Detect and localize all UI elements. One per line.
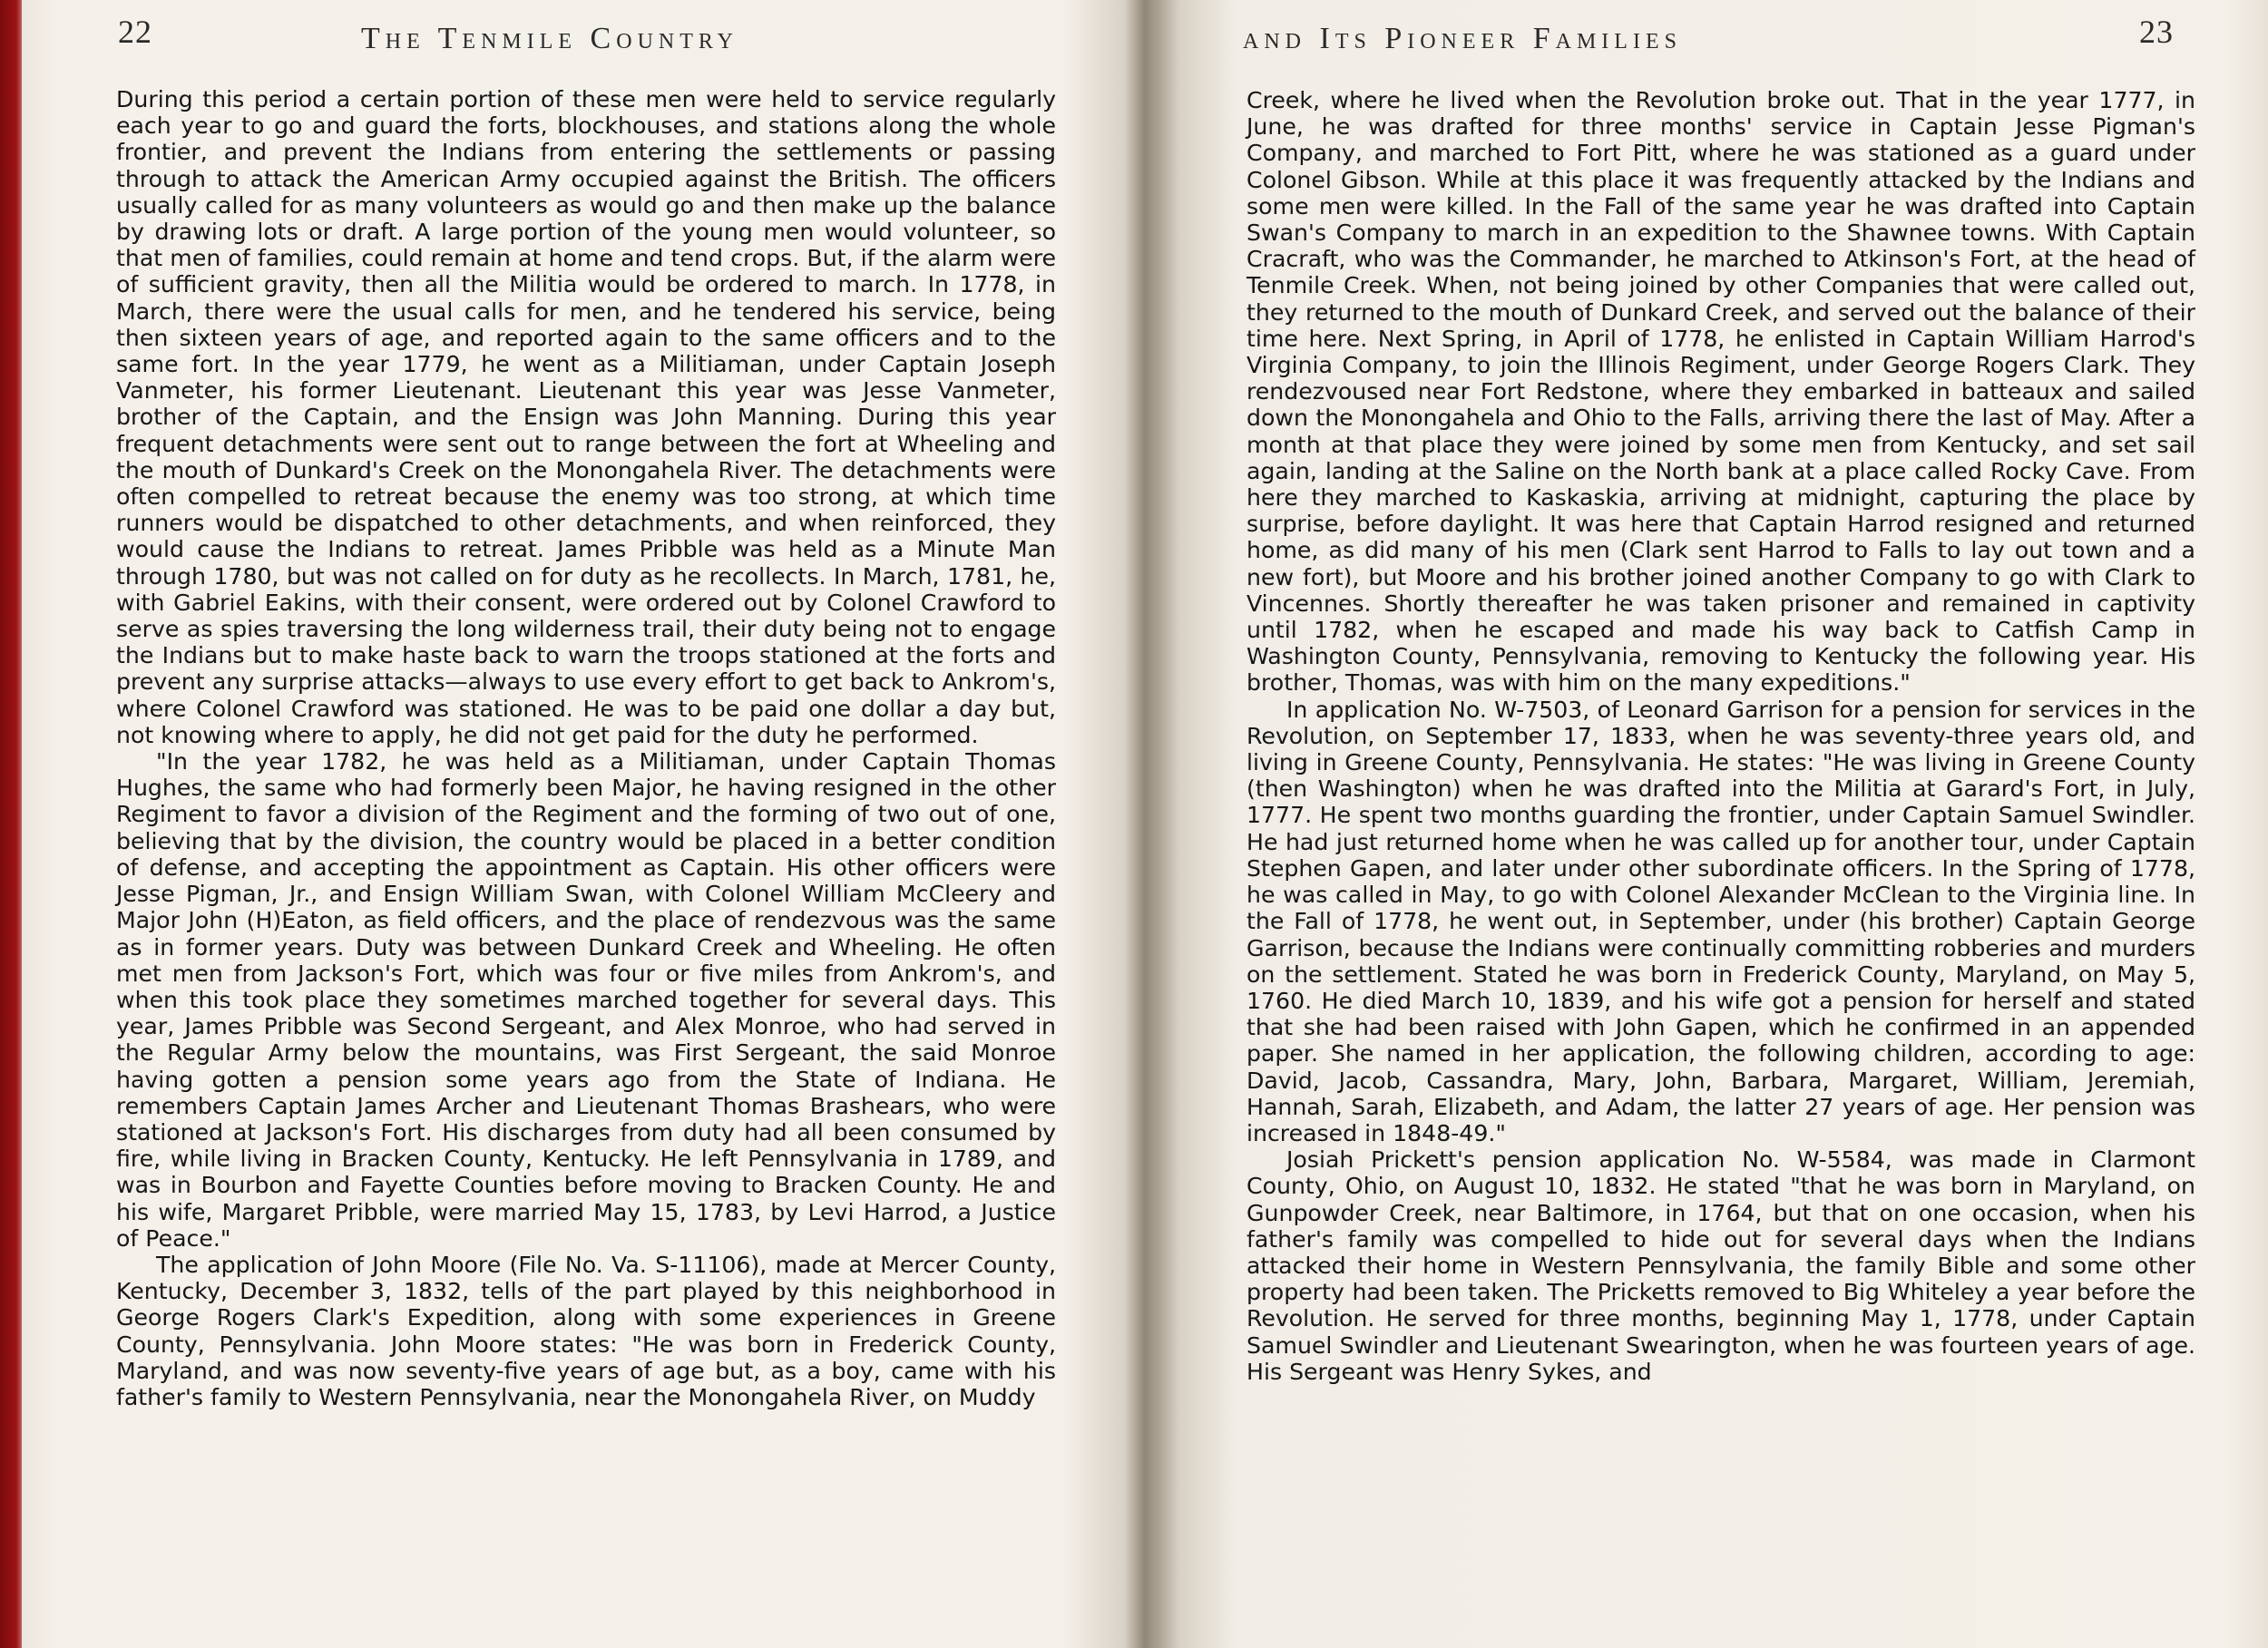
- left-page-header: [22, 13, 1134, 63]
- right-page: [1156, 0, 2268, 1648]
- book-gutter: [1134, 0, 1156, 1648]
- right-page-body: [1246, 87, 2195, 1385]
- left-paragraph-3: The application of John Moore (File No. Va. S-11106), made at Mercer County, Kentucky, December 3, 1832, tells of the part played by this neighborhood in George Rogers Clark's Expedition, along with some experiences in Greene County, Pennsylvania. John Moore states: "He was born in Frederick County, Maryland, and was now seventy-five years of age but, as a boy, came with his father's family to Western Pennsylvania, near the Monongahela River, on Muddy: [116, 1251, 1056, 1410]
- right-page-header: [1156, 13, 2268, 63]
- right-paragraph-2: In application No. W-7503, of Leonard Garrison for a pension for services in the Revolution, on September 17, 1833, when he was seventy-three years old, and living in Greene County, Pennsylvania. He states: "He was living in Greene County (then Washington) when he was drafted into the Militia at Garard's Fort, in July, 1777. He spent two months guarding the frontier, under Captain Samuel Swindler. He had just returned home when he was called up for another tour, under Captain Stephen Gapen, and later under other subordinate officers. In the Spring of 1778, he was called in May, to go with Colonel Alexander McClean to the Virginia line. In the Fall of 1778, he went out, in September, under (his brother) Captain George Garrison, because the Indians were continually committing robberies and murders on the settlement. Stated he was born in Frederick County, Maryland, on May 5, 1760. He died March 10, 1839, and his wife got a pension for herself and stated that she had been raised with John Gapen, which he confirmed in an appended paper. She named in her application, the following children, according to age: David, Jacob, Cassandra, Mary, John, Barbara, Margaret, William, Jeremiah, Hannah, Sarah, Elizabeth, and Adam, the latter 27 years of age. Her pension was increased in 1848-49.": [1246, 696, 2195, 1146]
- left-page: [22, 0, 1134, 1648]
- left-paragraph-1: During this period a certain portion of these men were held to service regularly each year to go and guard the forts, blockhouses, and stations along the whole frontier, and prevent the Indians from entering the settlements or passing through to attack the American Army occupied against the British. The officers usually called for as many volunteers as would go and then make up the balance by drawing lots or draft. A large portion of the young men would volunteer, so that men of families, could remain at home and tend crops. But, if the alarm were of sufficient gravity, then all the Militia would be ordered to march. In 1778, in March, there were the usual calls for men, and he tendered his service, being then sixteen years of age, and reported again to the same officers and to the same fort. In the year 1779, he went as a Militiaman, under Captain Joseph Vanmeter, his former Lieutenant. Lieutenant this year was Jesse Vanmeter, brother of the Captain, and the Ensign was John Manning. During this year frequent detachments were sent out to range between the fort at Wheeling and the mouth of Dunkard's Creek on the Monongahela River. The detachments were often compelled to retreat because the enemy was too strong, at which time runners would be dispatched to other detachments, and when reinforced, they would cause the Indians to retreat. James Pribble was held as a Minute Man through 1780, but was not called on for duty as he recollects. In March, 1781, he, with Gabriel Eakins, with their consent, were ordered out by Colonel Crawford to serve as spies traversing the long wilderness trail, their duty being not to engage the Indians but to make haste back to warn the troops stationed at the forts and prevent any surprise attacks—always to use every effort to get back to Ankrom's, where Colonel Crawford was stationed. He was to be paid one dollar a day but, not knowing where to apply, he did not get paid for the duty he performed.: [116, 86, 1056, 748]
- left-running-head: The Tenmile Country: [361, 22, 738, 55]
- right-running-head: and Its Pioneer Families: [1243, 22, 1682, 55]
- right-paragraph-3: Josiah Prickett's pension application No. W-5584, was made in Clarmont County, Ohio, on August 10, 1832. He stated "that he was born in Maryland, on Gunpowder Creek, near Baltimore, in 1764, but that on one occasion, when his father's family was compelled to hide out for several days when the Indians attacked their home in Western Pennsylvania, the family Bible and some other property had been taken. The Pricketts removed to Big Whiteley a year before the Revolution. He served for three months, beginning May 1, 1778, under Captain Samuel Swindler and Lieutenant Swearington, when he was fourteen years of age. His Sergeant was Henry Sykes, and: [1246, 1146, 2195, 1385]
- left-page-body: [116, 86, 1056, 1410]
- left-paragraph-2: "In the year 1782, he was held as a Militiaman, under Captain Thomas Hughes, the same who had formerly been Major, he having resigned in the other Regiment to favor a division of the Regiment and the forming of two out of one, believing that by the division, the country would be placed in a better condition of defense, and accepting the appointment as Captain. His other officers were Jesse Pigman, Jr., and Ensign William Swan, with Colonel William McCleery and Major John (H)Eaton, as field officers, and the place of rendezvous was the same as in former years. Duty was between Dunkard Creek and Wheeling. He often met men from Jackson's Fort, which was four or five miles from Ankrom's, and when this took place they sometimes marched together for several days. This year, James Pribble was Second Sergeant, and Alex Monroe, who had served in the Regular Army below the mountains, was First Sergeant, the said Monroe having gotten a pension some years ago from the State of Indiana. He remembers Captain James Archer and Lieutenant Thomas Brashears, who were stationed at Jackson's Fort. His discharges from duty had all been consumed by fire, while living in Bracken County, Kentucky. He left Pennsylvania in 1789, and was in Bourbon and Fayette Counties before moving to Bracken County. He and his wife, Margaret Pribble, were married May 15, 1783, by Levi Harrod, a Justice of Peace.": [116, 748, 1056, 1252]
- right-paragraph-1: Creek, where he lived when the Revolution broke out. That in the year 1777, in June, he was drafted for three months' service in Captain Jesse Pigman's Company, and marched to Fort Pitt, where he was stationed as a guard under Colonel Gibson. While at this place it was frequently attacked by the Indians and some men were killed. In the Fall of the same year he was drafted into Captain Swan's Company to march in an expedition to the Shawnee towns. With Captain Cracraft, who was the Commander, he marched to Atkinson's Fort, at the head of Tenmile Creek. When, not being joined by other Companies that were called out, they returned to the mouth of Dunkard Creek, and served out the balance of their time here. Next Spring, in April of 1778, he enlisted in Captain William Harrod's Virginia Company, to join the Illinois Regiment, under George Rogers Clark. They rendezvoused near Fort Redstone, where they embarked in batteaux and sailed down the Monongahela and Ohio to the Falls, arriving there the last of May. After a month at that place they were joined by some men from Kentucky, and set sail again, landing at the Saline on the North bank at a place called Rocky Cave. From here they marched to Kaskaskia, arriving at midnight, capturing the place by surprise, before daylight. It was here that Captain Harrod resigned and returned home, as did many of his men (Clark sent Harrod to Falls to lay out town and a new fort), but Moore and his brother joined another Company to go with Clark to Vincennes. Shortly thereafter he was taken prisoner and remained in captivity until 1782, when he escaped and made his way back to Catfish Camp in Washington County, Pennsylvania, removing to Kentucky the following year. His brother, Thomas, was with him on the many expeditions.": [1246, 87, 2195, 697]
- right-page-number: 23: [2139, 14, 2174, 50]
- left-page-number: 22: [118, 14, 152, 50]
